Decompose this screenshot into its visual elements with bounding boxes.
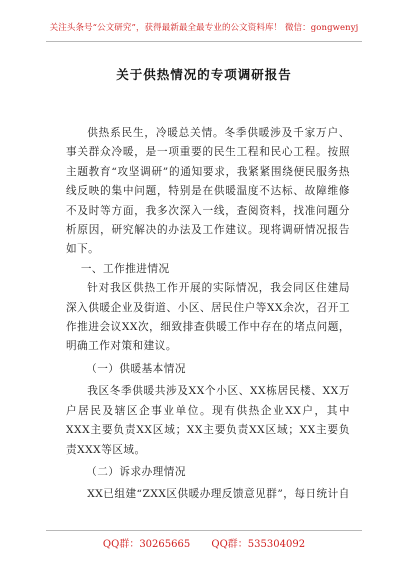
section-1-paragraph: 针对我区供热工作开展的实际情况，我会同区住建局深入供暖企业及街道、小区、居民住户等XX余次，召开工作推进会议XX次，细致排查供暖工作中存在的堵点问题，明确工作对策和建议。 [66,282,350,353]
intro-paragraph: 供热系民生，冷暖总关情。冬季供暖涉及千家万户、事关群众冷暖，是一项重要的民生工程和民心工程。按照主题教育“攻坚调研”的通知要求，我紧紧围绕便民服务热线反映的集中问题，特别是在供暖温度不达标、故障维修不及时等方面，我多次深入一线，查阅资料，找准问题分析原因，研究解决的办法及工作建议。现将调研情况报告如下。 [66,127,350,256]
subsection-heading-1: （一）供暖基本情况 [86,362,186,375]
footer-qq-group-1: QQ群：30265665 [102,539,191,550]
subsection-1-paragraph: 我区冬季供暖共涉及XX个小区、XX栋居民楼、XX万户居民及辖区企事业单位。现有供热企业XX户，其中XXX主要负责XX区域；XX主要负责XX区域；XX主要负责XXX等区域。 [66,385,350,456]
document-body [66,124,350,505]
document-title: 关于供热情况的专项调研报告 [116,67,292,82]
footer-qq-group-2: QQ群：535304092 [211,539,306,550]
header-divider [46,41,362,42]
subsection-heading-2: （二）诉求办理情况 [86,465,186,478]
footer-divider [46,530,362,531]
header-promo-note: 关注头条号“公文研究”，获得最新最全最专业的公文资料库！ 微信：gongwenyj [49,23,359,33]
subsection-2-paragraph: XX已组建“ZXX区供暖办理反馈意见群”，每日统计自 [87,488,350,501]
footer-contact [0,535,408,550]
section-heading-1: 一、工作推进情况 [80,262,170,275]
